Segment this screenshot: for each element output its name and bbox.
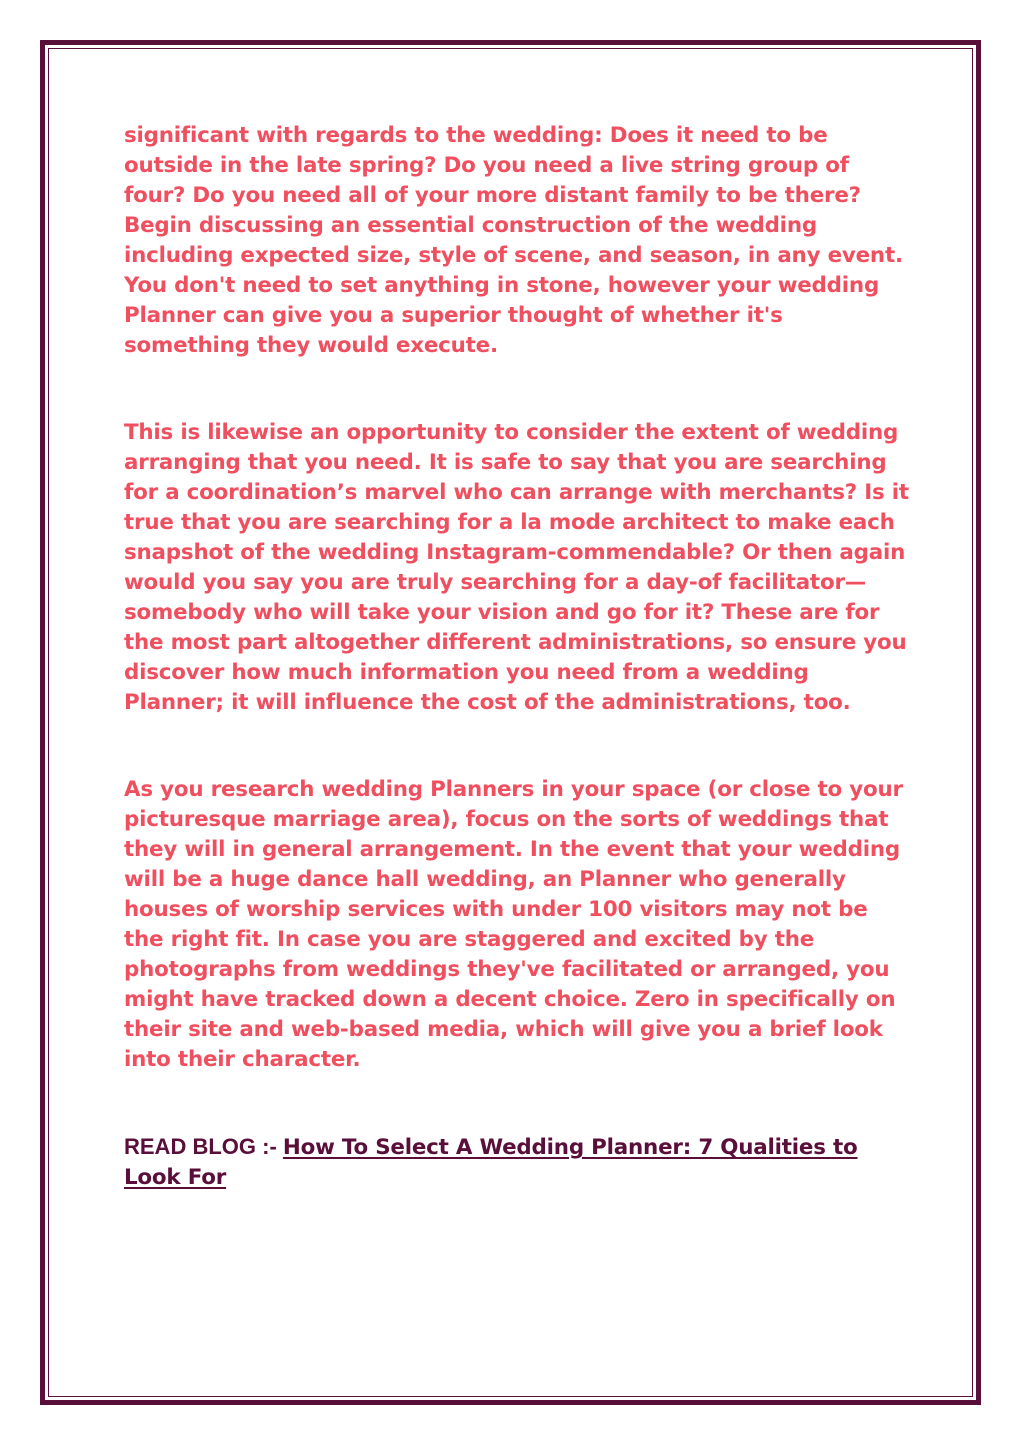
document-body bbox=[124, 121, 914, 1193]
read-blog-link[interactable]: How To Select A Wedding Planner: 7 Qualities to Look For bbox=[124, 1135, 858, 1190]
read-blog-line bbox=[124, 1132, 914, 1193]
paragraph-planning-scope: This is likewise an opportunity to consider the extent of wedding arranging that you need. It is safe to say that you are searching for a coordination’s marvel who can arrange with merchants? Is it true that you are searching for a la mode architect to make each snapshot of the wedding Instagram-commendable? Or then again would you say you are truly searching for a day-of facilitator—somebody who will take your vision and go for it? These are for the most part altogether different administrations, so ensure you discover how much information you need from a wedding Planner; it will influence the cost of the administrations, too. bbox=[124, 420, 909, 715]
read-blog-label: READ BLOG :- bbox=[124, 1134, 283, 1159]
paragraph-research-planners: As you research wedding Planners in your space (or close to your picturesque marriage area), focus on the sorts of weddings that they will in general arrangement. In the event that your wedding will be a huge dance hall wedding, an Planner who generally houses of worship services with under 100 visitors may not be the right fit. In case you are staggered and excited by the photographs from weddings they've facilitated or arranged, you might have tracked down a decent choice. Zero in specifically on their site and web-based media, which will give you a brief look into their character. bbox=[124, 777, 903, 1072]
paragraph-wedding-structure: significant with regards to the wedding: Does it need to be outside in the late spring? Do you need a live string group of four? Do you need all of your more distant family to be there? Begin discussing an essential construction of the wedding including expected size, style of scene, and season, in any event. You don't need to set anything in stone, however your wedding Planner can give you a superior thought of whether it's something they would execute. bbox=[124, 123, 903, 358]
